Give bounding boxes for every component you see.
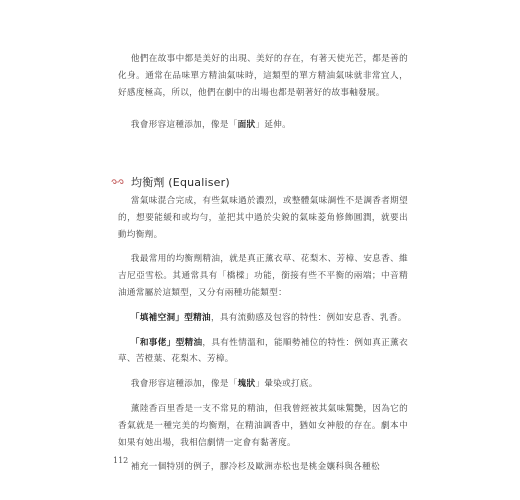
section-title: 均衡劑 (Equaliser) — [131, 176, 230, 189]
paragraph-surface-addition — [118, 117, 408, 134]
emphasis-block: 塊狀 — [237, 379, 256, 390]
paragraph-angels: 他們在故事中都是美好的出現、美好的存在，有著天使光芒，都是善的化身。通常在品味單方精油氣味時，這類型的單方精油氣味就非常宜人，好感度極高，所以，他們在劇中的出場也都是朝著好的故事軸發展。 — [118, 54, 408, 98]
emphasis-fill-gap: 「填補空洞」型精油 — [130, 312, 211, 323]
section-heading — [110, 173, 230, 191]
paragraph-equaliser-intro: 當氣味混合完成，有些氣味過於濃烈，或整體氣味調性不是調香者期望的，想要能緩和或均勻，並把其中過於尖銳的氣味菱角修飾圓潤，就要出動均衡劑。 — [118, 196, 408, 240]
paragraph-mastic-thyme: 薰陸香百里香是一支不常見的精油，但我曾經被其氣味驚艷，因為它的香氣就是一種完美的均衡劑，在精油調香中，猶如女神般的存在。劇本中如果有她出場，我相信劇情一定會有黏著度。 — [118, 403, 408, 448]
paragraph-equaliser-oils: 我最常用的均衡劑精油，就是真正薰衣草、花梨木、芳樟、安息香、維吉尼亞雪松。其通常具有「橋樑」功能，銜接有些不平衡的兩端；中音精油通常屬於這類型，又分有兩種功能類型： — [118, 254, 408, 298]
paragraph-peacemaker-type — [118, 335, 408, 369]
page-number: 112 — [113, 456, 129, 465]
text-run: ，具有性情溫和，能順勢補位的特性：例如真正薰衣草、苦橙葉、花梨木、芳樟。 — [118, 337, 408, 365]
paragraph-special-example: 補充一個特別的例子，膠冷杉及歐洲赤松也是桃金孃科與各種松 — [130, 462, 380, 473]
emphasis-peacemaker: 「和事佬」型精油 — [130, 337, 203, 348]
equaliser-section — [118, 193, 408, 476]
text-run: 我會形容這種添加，像是「 — [130, 120, 238, 131]
text-run: 」延伸。 — [255, 120, 291, 131]
emphasis-surface: 面狀 — [237, 120, 256, 131]
paragraph-fill-gap-type — [118, 310, 408, 327]
intro-section — [118, 51, 408, 134]
paragraph-block-addition — [118, 376, 408, 393]
swirl-ornament-icon — [110, 176, 126, 188]
text-run: ，具有流動感及包容的特性：例如安息香、乳香。 — [210, 312, 407, 323]
text-run: 」暈染或打底。 — [255, 379, 318, 390]
text-run: 我會形容這種添加，像是「 — [130, 379, 238, 390]
